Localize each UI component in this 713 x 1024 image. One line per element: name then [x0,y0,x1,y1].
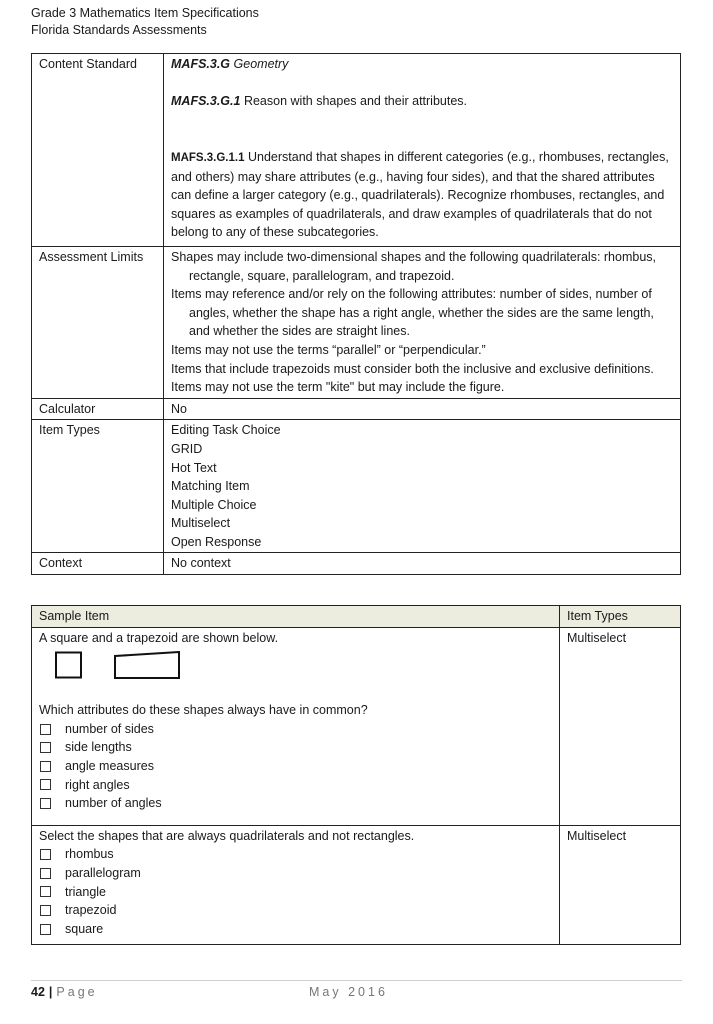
sample-items-table [31,605,681,945]
item-type: GRID [171,441,203,456]
checkbox[interactable] [40,742,51,753]
option-number-of-angles[interactable]: number of angles [39,794,553,813]
sample-item-2-type: Multiselect [560,825,681,945]
cluster-text: Reason with shapes and their attributes. [243,94,467,108]
checkbox[interactable] [40,886,51,897]
option-square[interactable]: square [39,920,553,939]
standard-text: Understand that shapes in different categories (e.g., rhombuses, rectangles, and others) may share attributes (e.g., having four sides), and that the shared attributes can define a larger category (e.g., quadrilaterals). Recognize rhombuses, rectangles, and squares as examples of quadrilaterals, and draw examples of quadrilaterals that do not belong to any of these subcategories. [171,150,669,240]
option-number-of-sides[interactable]: number of sides [39,720,553,739]
cluster-code: MAFS.3.G.1 [171,94,241,108]
option-rhombus[interactable]: rhombus [39,845,553,864]
shape-figures [39,647,553,693]
header-title: Grade 3 Mathematics Item Specifications [31,6,259,20]
assessment-limits-cell [164,246,681,398]
content-standard-row [32,54,681,247]
trapezoid-shape [115,652,179,678]
checkbox[interactable] [40,798,51,809]
option-angle-measures[interactable]: angle measures [39,757,553,776]
sample-question: Which attributes do these shapes always have in common? [39,703,368,718]
limit-item: Items may reference and/or rely on the following attributes: number of sides, number of angles, whether the shape has a right angle, whether the sides are the same length, and whether the sides are straight lines. [171,287,654,339]
domain-name: Geometry [233,57,289,71]
context-label: Context [32,553,164,575]
sample-prompt: A square and a trapezoid are shown below. [39,630,279,645]
checkbox[interactable] [40,905,51,916]
item-types-label: Item Types [32,420,164,553]
checkbox[interactable] [40,849,51,860]
option-right-angles[interactable]: right angles [39,776,553,795]
square-shape [56,653,81,678]
item-types-cell [164,420,681,553]
item-types-row [32,420,681,553]
option-trapezoid[interactable]: trapezoid [39,901,553,920]
sample-item-header: Sample Item [32,606,560,628]
checkbox[interactable] [40,779,51,790]
sample-types-header: Item Types [560,606,681,628]
checkbox[interactable] [40,724,51,735]
item-type: Multiple Choice [171,497,257,512]
limit-item: Items that include trapezoids must consider both the inclusive and exclusive definitions. [171,361,654,376]
limit-item: Items may not use the terms “parallel” or “perpendicular.” [171,342,486,357]
checkbox[interactable] [40,868,51,879]
domain-code: MAFS.3.G [171,57,231,71]
item-type: Hot Text [171,460,217,475]
option-parallelogram[interactable]: parallelogram [39,864,553,883]
limit-item: Shapes may include two-dimensional shapes and the following quadrilaterals: rhombus, rectangle, square, parallelogram, and trapezoid. [171,249,656,283]
context-value: No context [164,553,681,575]
calculator-value: No [164,398,681,420]
context-row [32,553,681,575]
option-triangle[interactable]: triangle [39,883,553,902]
sample-prompt: Select the shapes that are always quadrilaterals and not rectangles. [39,828,415,843]
content-standard-cell [164,54,681,247]
footer-rule [31,980,682,981]
footer-page-label [31,985,98,999]
sample-item-2 [32,825,560,945]
content-standard-label: Content Standard [32,54,164,247]
sample-header-row [32,606,681,628]
item-type: Matching Item [171,479,250,494]
item-type: Editing Task Choice [171,423,281,438]
option-side-lengths[interactable]: side lengths [39,738,553,757]
document-header [31,5,259,39]
page-word: Page [56,985,98,999]
sample-item-row [32,825,681,945]
sample-item-1-type: Multiselect [560,627,681,825]
checkbox[interactable] [40,761,51,772]
calculator-label: Calculator [32,398,164,420]
standard-code: MAFS.3.G.1.1 [171,152,245,164]
sample-item-row [32,627,681,825]
footer-separator: | [48,985,53,999]
page-number: 42 [31,985,45,999]
item-type: Open Response [171,534,262,549]
square-and-trapezoid-figure [55,651,215,691]
calculator-row [32,398,681,420]
footer-date: May 2016 [309,985,388,999]
checkbox[interactable] [40,924,51,935]
header-subtitle: Florida Standards Assessments [31,23,207,37]
specification-table [31,53,681,575]
assessment-limits-row [32,246,681,398]
item-type: Multiselect [171,516,231,531]
limit-item: Items may not use the term "kite" but may include the figure. [171,380,505,395]
assessment-limits-label: Assessment Limits [32,246,164,398]
sample-item-1 [32,627,560,825]
